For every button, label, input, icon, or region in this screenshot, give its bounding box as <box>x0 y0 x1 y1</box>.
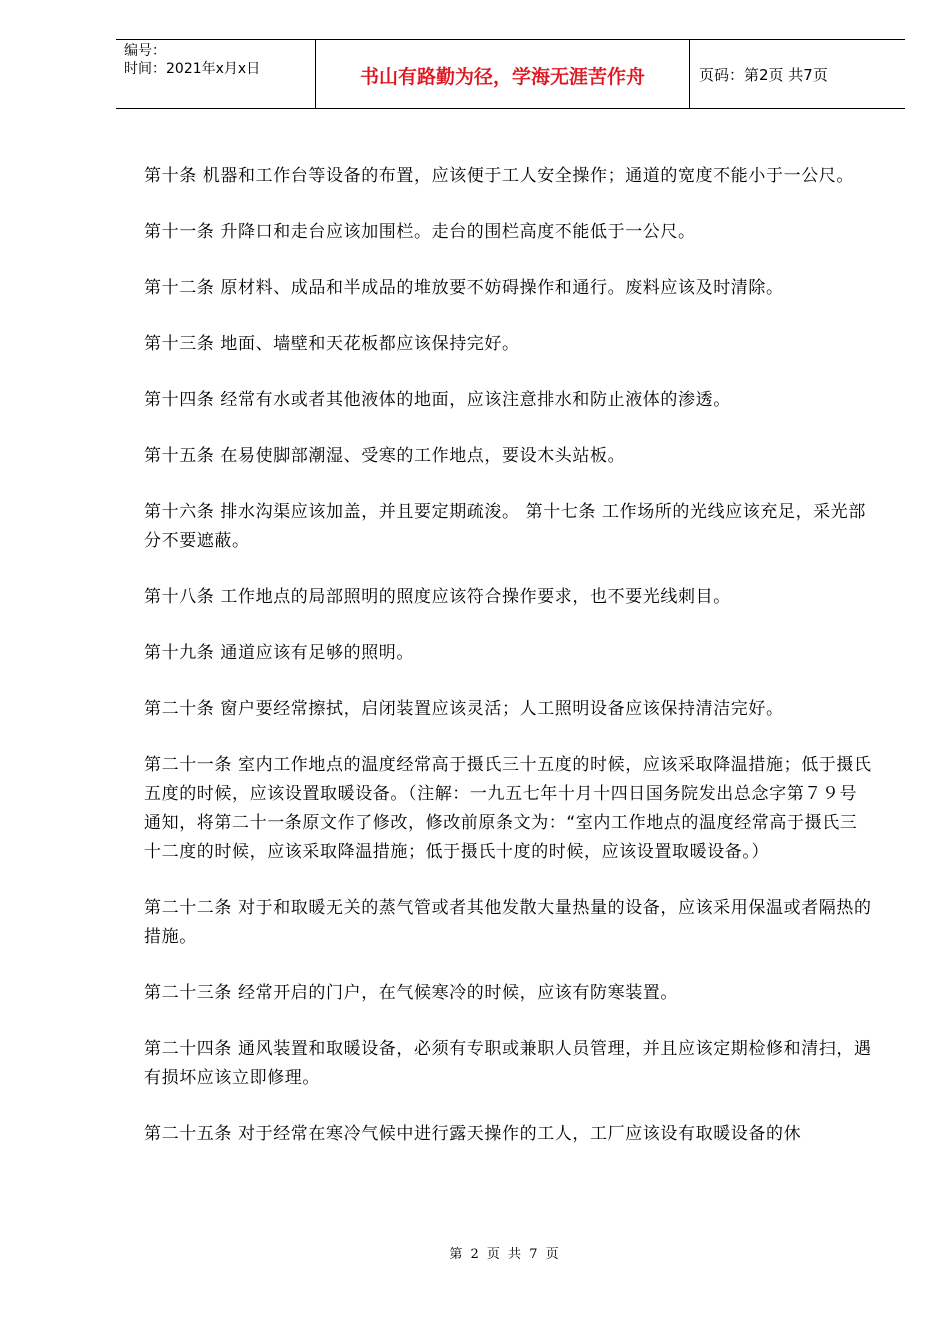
article-10: 第十条 机器和工作台等设备的布置，应该便于工人安全操作；通道的宽度不能小于一公尺。 <box>144 166 855 186</box>
article-11: 第十一条 升降口和走台应该加围栏。走台的围栏高度不能低于一公尺。 <box>144 222 696 242</box>
header-page-cell <box>690 40 905 108</box>
article-21: 第二十一条 室内工作地点的温度经常高于摄氏三十五度的时候，应该采取降温措施；低于摄氏五度的时候，应该设置取暖设备。（注解：一九五七年十月十四日国务院发出总念字第７９号通知，将第二十一条原文作了修改，修改前原条文为：“室内工作地点的温度经常高于摄氏三十二度的时候，应该采取降温措施；低于摄氏十度的时候，应该设置取暖设备。） <box>144 755 872 862</box>
motto: 书山有路勤为径，学海无涯苦作舟 <box>359 66 645 88</box>
article-19: 第十九条 通道应该有足够的照明。 <box>144 643 415 663</box>
article-23: 第二十三条 经常开启的门户，在气候寒冷的时候，应该有防寒装置。 <box>144 983 679 1003</box>
article-20: 第二十条 窗户要经常擦拭，启闭装置应该灵活；人工照明设备应该保持清洁完好。 <box>144 699 784 719</box>
doc-number: 编号： <box>124 43 166 59</box>
doc-time: 时间：2021年x月x日 <box>124 61 261 77</box>
header-motto-cell <box>316 40 690 108</box>
article-24: 第二十四条 通风装置和取暖设备，必须有专职或兼职人员管理，并且应该定期检修和清扫，遇有损坏应该立即修理。 <box>144 1039 872 1088</box>
header-meta-cell <box>116 40 316 108</box>
header-page-code: 页码：第2页 共7页 <box>699 66 828 84</box>
article-18: 第十八条 工作地点的局部照明的照度应该符合操作要求，也不要光线刺目。 <box>144 587 731 607</box>
article-12: 第十二条 原材料、成品和半成品的堆放要不妨碍操作和通行。废料应该及时清除。 <box>144 278 784 298</box>
page-footer: 第 2 页 共 7 页 <box>449 1247 561 1262</box>
article-16-17: 第十六条 排水沟渠应该加盖，并且要定期疏浚。 第十七条 工作场所的光线应该充足，采光部分不要遮蔽。 <box>144 502 867 551</box>
article-22: 第二十二条 对于和取暖无关的蒸气管或者其他发散大量热量的设备，应该采用保温或者隔热的措施。 <box>144 898 872 947</box>
document-body <box>144 162 874 1176</box>
article-25: 第二十五条 对于经常在寒冷气候中进行露天操作的工人，工厂应该设有取暖设备的休 <box>144 1124 802 1144</box>
article-15: 第十五条 在易使脚部潮湿、受寒的工作地点，要设木头站板。 <box>144 446 626 466</box>
article-14: 第十四条 经常有水或者其他液体的地面，应该注意排水和防止液体的渗透。 <box>144 390 731 410</box>
page-header <box>116 39 905 109</box>
article-13: 第十三条 地面、墙壁和天花板都应该保持完好。 <box>144 334 520 354</box>
